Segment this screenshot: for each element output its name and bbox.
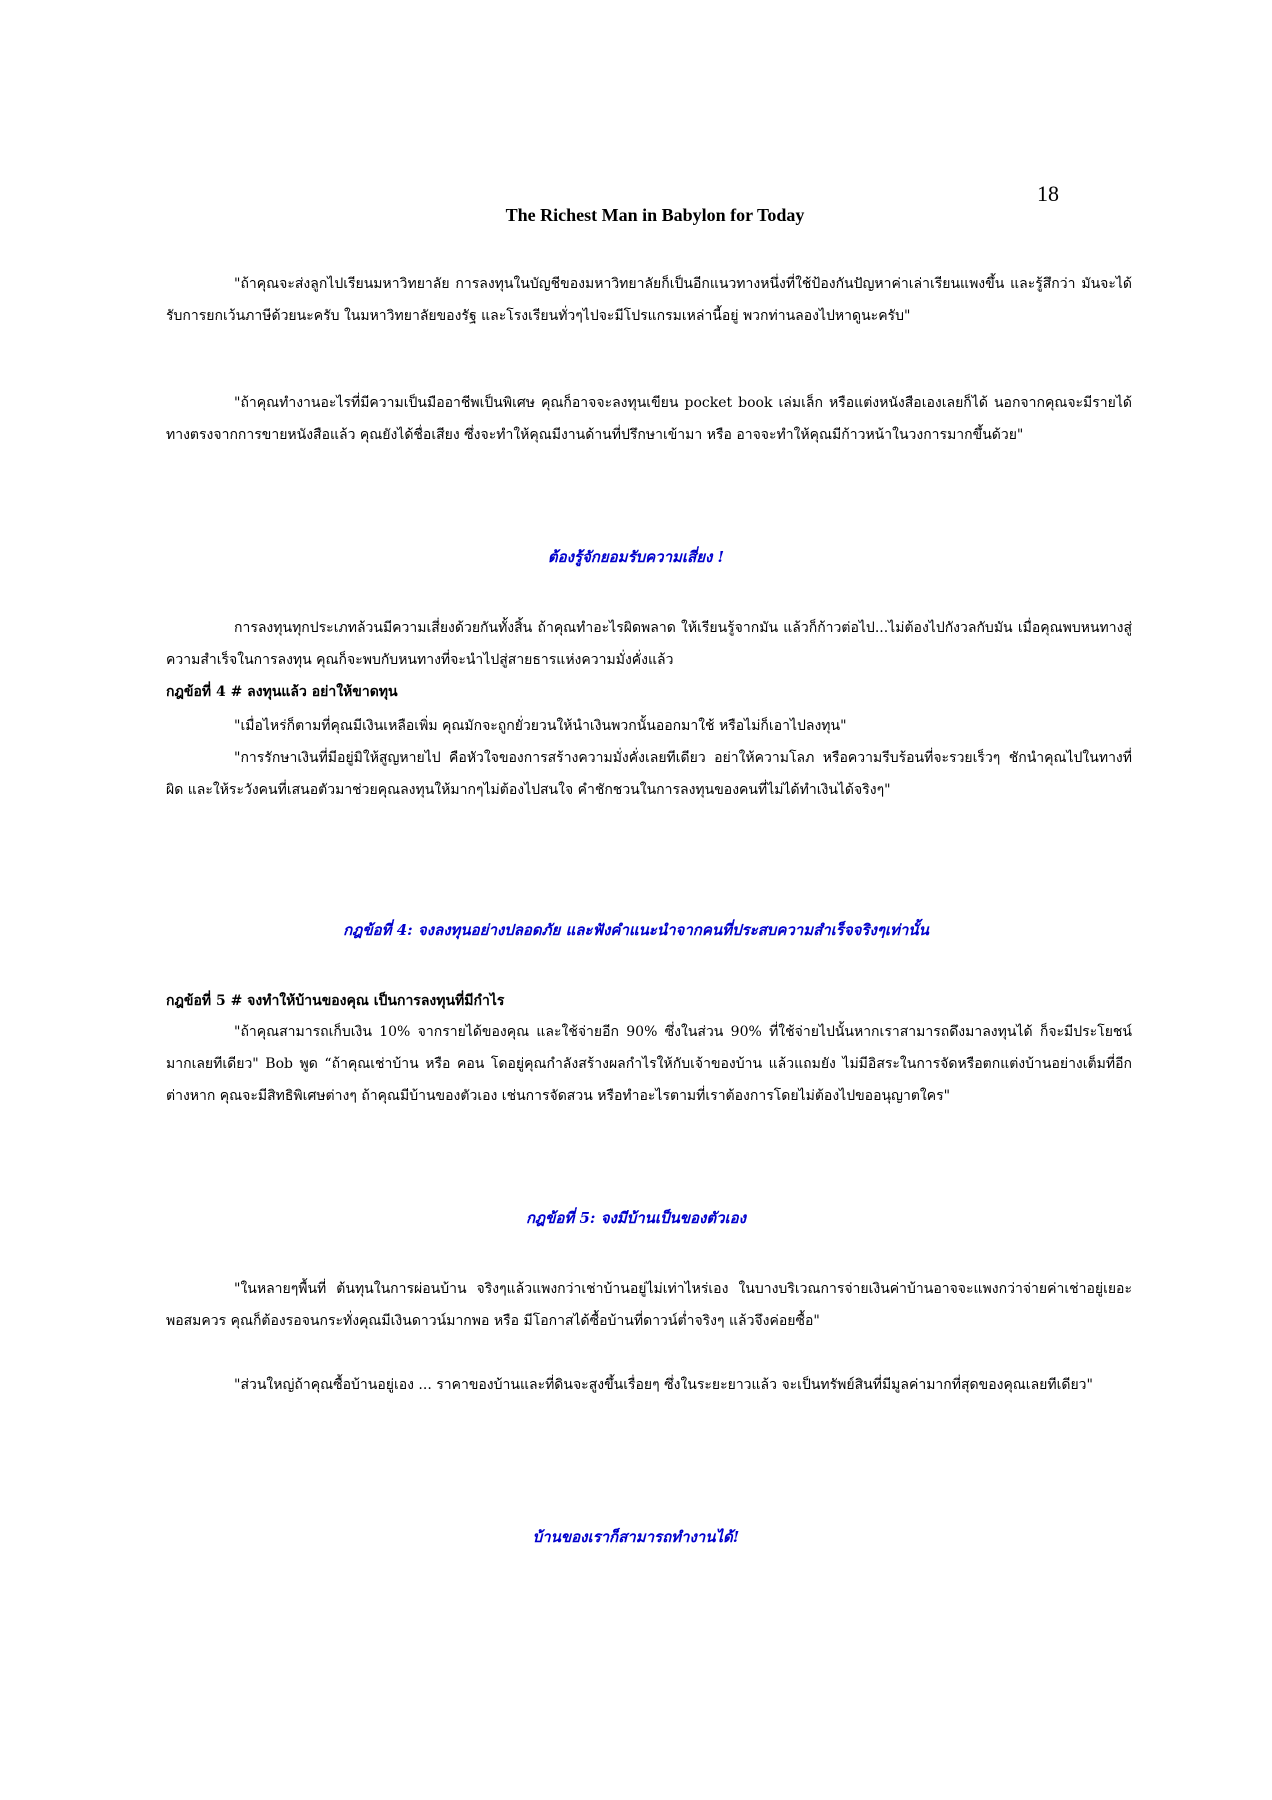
paragraph-extra-money: "เมื่อไหร่ก็ตามที่คุณมีเงินเหลือเพิ่ม คุณมักจะถูกยั่วยวนให้นำเงินพวกนั้นออกมาใช้ หรือไม่ก็เอาไปลงทุน" [234,718,847,734]
subheading-rule-5: กฎข้อที่ 5: จงมีบ้านเป็นของตัวเอง [525,1209,747,1227]
paragraph-protect-money: "การรักษาเงินที่มีอยู่มิให้สูญหายไป คือหัวใจของการสร้างความมั่งคั่งเลยทีเดียว อย่าให้ความโลภ หรือความรีบร้อนที่จะรวยเร็วๆ ชักนำคุณไปในทางที่ผิด และให้ระวังคนที่เสนอตัวมาช่วยคุณลงทุนให้มากๆไม่ต้องไปสนใจ คำชักชวนในการลงทุนของคนที่ไม่ได้ทำเงินได้จริงๆ" [166,750,1132,798]
document-title: The Richest Man in Babylon for Today [505,205,805,225]
subheading-rule-4: กฎข้อที่ 4: จงลงทุนอย่างปลอดภัย และฟังคำแนะนำจากคนที่ประสบความสำเร็จจริงๆเท่านั้น [343,921,929,939]
paragraph-pocket-book: "ถ้าคุณทำงานอะไรที่มีความเป็นมืออาชีพเป็นพิเศษ คุณก็อาจจะลงทุนเขียน pocket book เล่มเล็ก หรือแต่งหนังสือเองเลยก็ได้ นอกจากคุณจะมีรายได้ทางตรงจากการขายหนังสือแล้ว คุณยังได้ชื่อเสียง ซึ่งจะทำให้คุณมีงานด้านที่ปรึกษาเข้ามา หรือ อาจจะทำให้คุณมีก้าวหน้าในวงการมากขึ้นด้วย" [166,395,1132,443]
paragraph-home-investment: "ถ้าคุณสามารถเก็บเงิน 10% จากรายได้ของคุณ และใช้จ่ายอีก 90% ซึ่งในส่วน 90% ที่ใช้จ่ายไปนั้นหากเราสามารถดึงมาลงทุนได้ ก็จะมีประโยชน์มากเลยทีเดียว" Bob พูด “ถ้าคุณเช่าบ้าน หรือ คอน โดอยู่คุณกำลังสร้างผลกำไรให้กับเจ้าของบ้าน แล้วแถมยัง ไม่มีอิสระในการจัดหรือตกแต่งบ้านอย่างเต็มที่อีกต่างหาก คุณจะมีสิทธิพิเศษต่างๆ ถ้าคุณมีบ้านของตัวเอง เช่นการจัดสวน หรือทำอะไรตามที่เราต้องการโดยไม่ต้องไปขออนุญาตใคร" [166,1024,1132,1104]
paragraph-property-value: "ส่วนใหญ่ถ้าคุณซื้อบ้านอยู่เอง ... ราคาของบ้านและที่ดินจะสูงขึ้นเรื่อยๆ ซึ่งในระยะยาวแล้ว จะเป็นทรัพย์สินที่มีมูลค่ามากที่สุดของคุณเลยทีเดียว" [234,1377,1093,1393]
paragraph-investment-risk: การลงทุนทุกประเภทล้วนมีความเสี่ยงด้วยกันทั้งสิ้น ถ้าคุณทำอะไรผิดพลาด ให้เรียนรู้จากมัน แล้วก็ก้าวต่อไป...ไม่ต้องไปกังวลกับมัน เมื่อคุณพบหนทางสู่ความสำเร็จในการลงทุน คุณก็จะพบกับหนทางที่จะนำไปสู่สายธารแห่งความมั่งคั่งแล้ว [166,620,1132,668]
paragraph-university-savings: "ถ้าคุณจะส่งลูกไปเรียนมหาวิทยาลัย การลงทุนในบัญชีของมหาวิทยาลัยก็เป็นอีกแนวทางหนึ่งที่ใช้ป้องกันปัญหาค่าเล่าเรียนแพงขึ้น และรู้สึกว่า มันจะได้รับการยกเว้นภาษีด้วยนะครับ ในมหาวิทยาลัยของรัฐ และโรงเรียนทั่วๆไปจะมีโปรแกรมเหล่านี้อยู่ พวกท่านลองไปหาดูนะครับ" [166,276,1132,324]
subheading-accept-risk: ต้องรู้จักยอมรับความเสี่ยง ! [547,548,725,566]
rule-5-heading: กฎข้อที่ 5 # จงทำให้บ้านของคุณ เป็นการลงทุนที่มีกำไร [166,993,505,1009]
subheading-home-works: บ้านของเราก็สามารถทำงานได้! [532,1528,740,1546]
rule-4-heading: กฎข้อที่ 4 # ลงทุนแล้ว อย่าให้ขาดทุน [166,684,398,700]
paragraph-mortgage-cost: "ในหลายๆพื้นที่ ต้นทุนในการผ่อนบ้าน จริงๆแล้วแพงกว่าเช่าบ้านอยู่ไม่เท่าไหร่เอง ในบางบริเวณการจ่ายเงินค่าบ้านอาจจะแพงกว่าจ่ายค่าเช่าอยู่เยอะพอสมควร คุณก็ต้องรอจนกระทั่งคุณมีเงินดาวน์มากพอ หรือ มีโอกาสได้ซื้อบ้านที่ดาวน์ต่ำจริงๆ แล้วจึงค่อยซื้อ" [166,1281,1132,1329]
page-number: 18 [1037,181,1059,206]
